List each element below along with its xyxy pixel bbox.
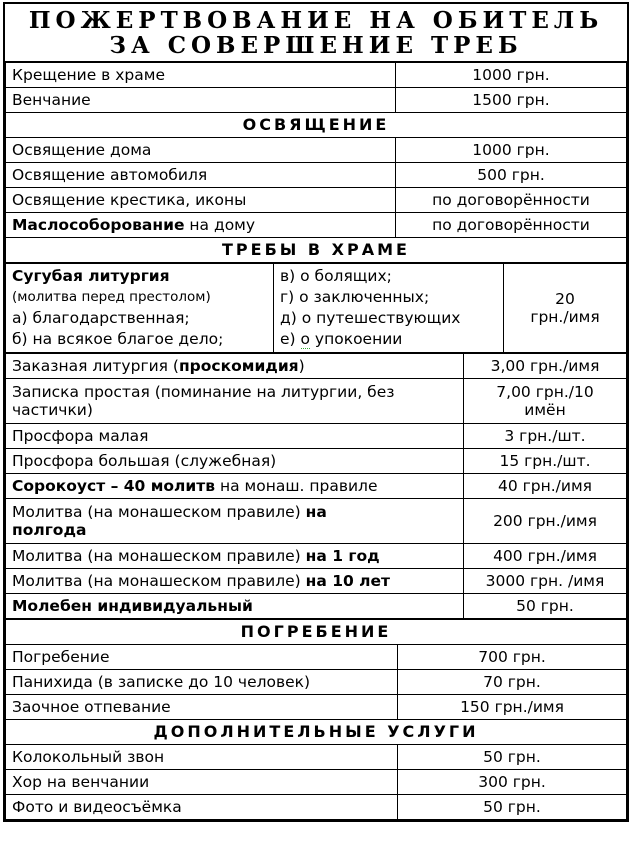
service-price: 40 грн./имя bbox=[464, 474, 627, 499]
price-line-1: 20 bbox=[555, 290, 575, 308]
service-name: Освящение крестика, иконы bbox=[6, 188, 396, 213]
service-price: по договорённости bbox=[396, 188, 627, 213]
table-row bbox=[6, 354, 627, 379]
sugubaya-title: Сугубая литургия bbox=[12, 267, 170, 285]
price-list bbox=[3, 2, 629, 822]
table-row bbox=[6, 424, 627, 449]
table-row bbox=[6, 88, 627, 113]
table-row bbox=[6, 594, 627, 619]
service-price: 1000 грн. bbox=[396, 63, 627, 88]
section-heading: ПОГРЕБЕНИЕ bbox=[6, 620, 627, 645]
bold-text: проскомидия bbox=[178, 357, 299, 375]
table-row bbox=[6, 474, 627, 499]
table-row bbox=[6, 569, 627, 594]
sugubaya-middle-cell bbox=[274, 264, 504, 353]
plain-text: ) bbox=[298, 357, 305, 375]
service-price: 1000 грн. bbox=[396, 138, 627, 163]
table-row bbox=[6, 695, 627, 720]
table-row bbox=[6, 645, 627, 670]
price-line-2: грн./имя bbox=[530, 308, 600, 326]
service-price: 3000 грн. /имя bbox=[464, 569, 627, 594]
service-price: 700 грн. bbox=[398, 645, 627, 670]
section-heading-row bbox=[6, 113, 627, 138]
table-row bbox=[6, 745, 627, 770]
service-name bbox=[6, 499, 464, 544]
sugubaya-item-a: а) благодарственная; bbox=[12, 309, 190, 327]
sugubaya-price bbox=[504, 264, 627, 353]
table-row bbox=[6, 379, 627, 424]
service-price: 15 грн./шт. bbox=[464, 449, 627, 474]
service-price: 3 грн./шт. bbox=[464, 424, 627, 449]
table-sugubaya bbox=[5, 263, 627, 353]
bold-text: Молебен индивидуальный bbox=[12, 597, 253, 615]
plain-text: на монаш. правиле bbox=[215, 477, 378, 495]
service-name: Записка простая (поминание на литургии, без частички) bbox=[6, 379, 464, 424]
service-name bbox=[6, 354, 464, 379]
table-row bbox=[6, 138, 627, 163]
price-line-1: 7,00 грн./10 bbox=[496, 383, 594, 401]
table-row bbox=[6, 163, 627, 188]
table-bottom bbox=[5, 619, 627, 820]
table-row bbox=[6, 544, 627, 569]
table-treby bbox=[5, 353, 627, 619]
bold-text: полгода bbox=[12, 521, 87, 539]
service-name: Венчание bbox=[6, 88, 396, 113]
service-price: 70 грн. bbox=[398, 670, 627, 695]
page-title bbox=[5, 4, 627, 62]
service-name: Колокольный звон bbox=[6, 745, 398, 770]
sugubaya-item-e bbox=[280, 329, 497, 350]
bold-text: Маслособорование bbox=[12, 216, 185, 234]
bold-text: Сорокоуст – 40 молитв bbox=[12, 477, 216, 495]
service-name: Крещение в храме bbox=[6, 63, 396, 88]
plain-text: Заказная литургия ( bbox=[12, 357, 179, 375]
plain-text: Молитва (на монашеском правиле) bbox=[12, 547, 306, 565]
service-price: 50 грн. bbox=[398, 745, 627, 770]
item-rest: упокоении bbox=[310, 330, 403, 348]
service-name: Заочное отпевание bbox=[6, 695, 398, 720]
plain-text: Молитва (на монашеском правиле) bbox=[12, 572, 306, 590]
section-heading-row bbox=[6, 238, 627, 263]
table-row bbox=[6, 63, 627, 88]
service-name: Погребение bbox=[6, 645, 398, 670]
service-name bbox=[6, 569, 464, 594]
sugubaya-item-v: в) о болящих; bbox=[280, 267, 392, 285]
bold-text: на bbox=[305, 503, 327, 521]
service-name: Просфора малая bbox=[6, 424, 464, 449]
service-name bbox=[6, 474, 464, 499]
service-price bbox=[464, 379, 627, 424]
section-heading-row bbox=[6, 620, 627, 645]
service-name: Освящение дома bbox=[6, 138, 396, 163]
service-name: Панихида (в записке до 10 человек) bbox=[6, 670, 398, 695]
service-price: 400 грн./имя bbox=[464, 544, 627, 569]
section-heading: ДОПОЛНИТЕЛЬНЫЕ УСЛУГИ bbox=[6, 720, 627, 745]
service-price: 1500 грн. bbox=[396, 88, 627, 113]
service-name: Просфора большая (служебная) bbox=[6, 449, 464, 474]
table-row bbox=[6, 188, 627, 213]
table-row bbox=[6, 499, 627, 544]
sugubaya-note: (молитва перед престолом) bbox=[12, 289, 211, 305]
section-heading-row bbox=[6, 720, 627, 745]
section-heading: ТРЕБЫ В ХРАМЕ bbox=[6, 238, 627, 263]
service-name: Фото и видеосъёмка bbox=[6, 795, 398, 820]
service-price: 3,00 грн./имя bbox=[464, 354, 627, 379]
section-heading: ОСВЯЩЕНИЕ bbox=[6, 113, 627, 138]
plain-text: на дому bbox=[184, 216, 256, 234]
service-price: 50 грн. bbox=[464, 594, 627, 619]
service-price: 50 грн. bbox=[398, 795, 627, 820]
bold-text: на 1 год bbox=[305, 547, 380, 565]
service-name: Хор на венчании bbox=[6, 770, 398, 795]
item-prefix: е) bbox=[280, 330, 301, 348]
bold-text: на 10 лет bbox=[305, 572, 391, 590]
table-row bbox=[6, 213, 627, 238]
item-o: о bbox=[300, 330, 310, 348]
table-row bbox=[6, 795, 627, 820]
plain-text: Молитва (на монашеском правиле) bbox=[12, 503, 306, 521]
service-price: по договорённости bbox=[396, 213, 627, 238]
sugubaya-item-g: г) о заключенных; bbox=[280, 288, 430, 306]
service-name bbox=[6, 544, 464, 569]
service-name: Освящение автомобиля bbox=[6, 163, 396, 188]
service-price: 150 грн./имя bbox=[398, 695, 627, 720]
sugubaya-left-cell bbox=[6, 264, 274, 353]
sugubaya-item-d: д) о путешествующих bbox=[280, 309, 461, 327]
price-line-2: имён bbox=[524, 401, 566, 419]
table-row bbox=[6, 449, 627, 474]
table-row bbox=[6, 770, 627, 795]
table-row bbox=[6, 670, 627, 695]
table-row bbox=[6, 264, 627, 353]
service-price: 200 грн./имя bbox=[464, 499, 627, 544]
service-name bbox=[6, 594, 464, 619]
sugubaya-item-b: б) на всякое благое дело; bbox=[12, 330, 224, 348]
table-top bbox=[5, 62, 627, 263]
title-line-2: ЗА СОВЕРШЕНИЕ ТРЕБ bbox=[109, 32, 523, 59]
service-name bbox=[6, 213, 396, 238]
title-line-1: ПОЖЕРТВОВАНИЕ НА ОБИТЕЛЬ bbox=[28, 7, 604, 34]
service-price: 300 грн. bbox=[398, 770, 627, 795]
service-price: 500 грн. bbox=[396, 163, 627, 188]
